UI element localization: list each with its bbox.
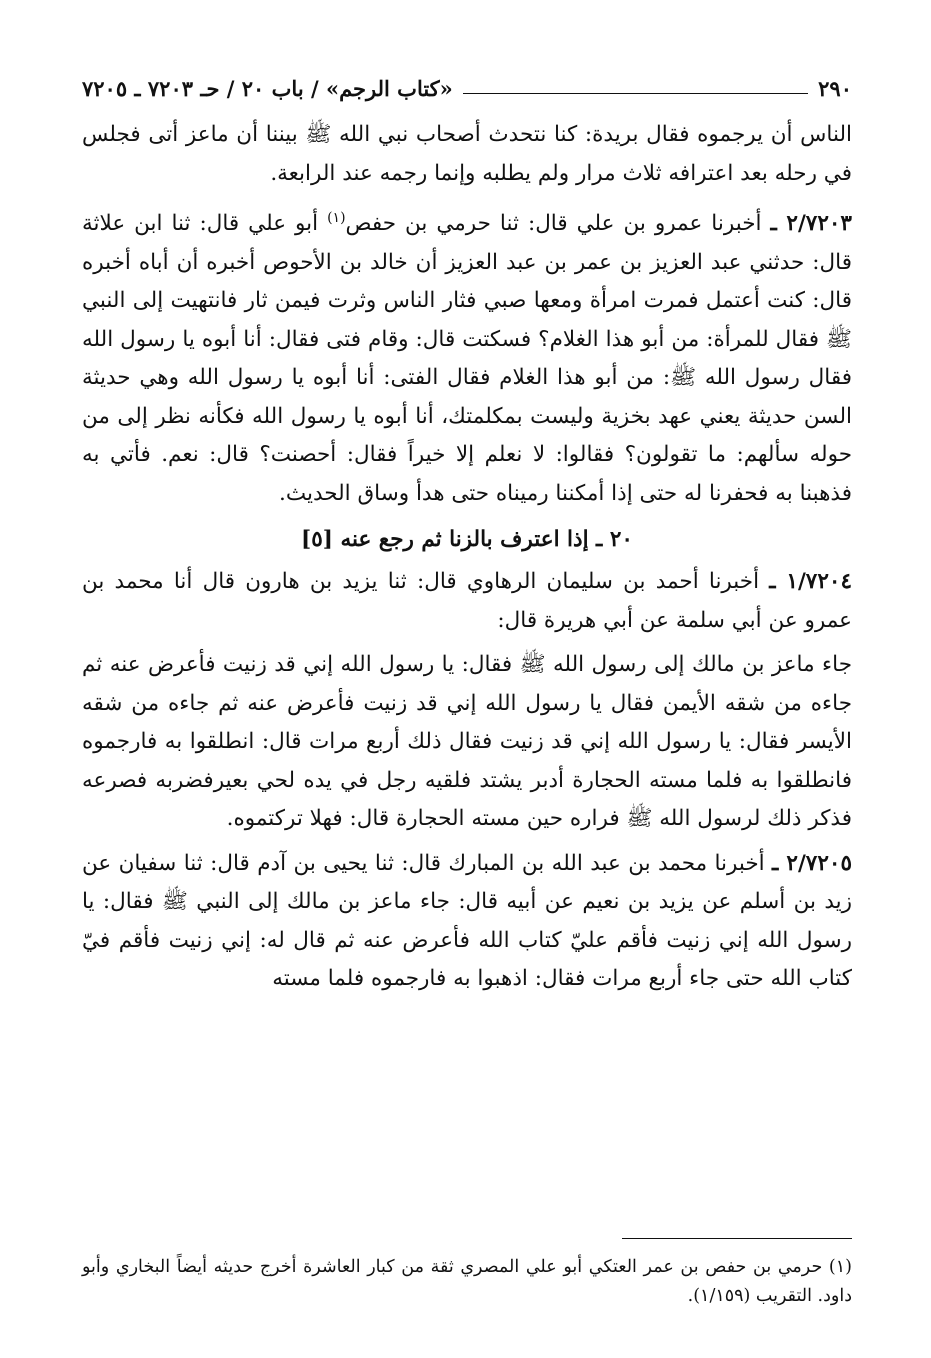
hadith-text-part1: أخبرنا عمرو بن علي قال: ثنا حرمي بن حفص — [345, 211, 771, 237]
footnote-area — [82, 1238, 852, 1311]
page-number: ٢٩٠ — [818, 75, 852, 101]
hadith-number: ١/٧٢٠٤ ـ — [769, 569, 852, 595]
hadith-text: أخبرنا محمد بن عبد الله بن المبارك قال: ثنا يحيى بن آدم قال: ثنا سفيان عن زيد بن أسلم عن يزيد بن نعيم عن أبيه قال: جاء ماعز بن مالك إلى النبي ﷺ فقال: يا رسول الله إني زنيت فأقم عليّ كتاب الله فأعرض عنه ثم قال له: إني زنيت فأقم فيّ كتاب الله حتى جاء أربع مرات فقال: اذهبوا به فارجموه فلما مسته — [82, 850, 852, 992]
paragraph-continuation: الناس أن يرجموه فقال بريدة: كنا نتحدث أصحاب نبي الله ﷺ بيننا أن ماعز أتى فجلس في رحله بعد اعترافه ثلاث مرار ولم يطلبه وإنما رجمه عند الرابعة. — [82, 122, 852, 186]
page-header — [82, 70, 852, 106]
hadith-7204-matn: جاء ماعز بن مالك إلى رسول الله ﷺ فقال: يا رسول الله إني قد زنيت فأعرض عنه ثم جاءه من شقه الأيمن فقال يا رسول الله إني قد زنيت فأعرض عنه ثم جاءه من شقه الأيسر فقال: يا رسول الله إني قد زنيت فقال ذلك أربع مرات قال: انطلقوا به فارجموه فانطلقوا به فلما مسته الحجارة أدبر يشتد فلقيه رجل في يده لحي بعيرفضربه فصرعه فذكر ذلك لرسول الله ﷺ فراره حين مسته الحجارة قال: فهلا تركتموه. — [82, 652, 852, 832]
footnote-text: (١) حرمي بن حفص بن عمر العتكي أبو علي المصري ثقة من كبار العاشرة أخرج حديثه أيضاً البخاري وأبو داود. التقريب (١/١٥٩). — [82, 1257, 852, 1306]
running-title: «كتاب الرجم» / باب ٢٠ / حـ ٧٢٠٣ ـ ٧٢٠٥ — [82, 75, 453, 101]
footnote-divider — [622, 1238, 852, 1239]
hadith-number: ٢/٧٢٠٣ ـ — [770, 211, 852, 237]
section-heading: ٢٠ ـ إذا اعترف بالزنا ثم رجع عنه [٥] — [301, 527, 633, 553]
header-rule — [463, 93, 808, 94]
hadith-7205 — [82, 845, 852, 999]
page-body — [82, 70, 852, 999]
footnote-reference[interactable]: (١) — [327, 210, 346, 226]
hadith-7203 — [82, 199, 852, 513]
hadith-text-part2: أبو علي قال: ثنا ابن علاثة قال: حدثني عبد العزيز بن عمر بن عبد العزيز أن خالد بن الأحوص أخبره أن أباه أخبره قال: كنت أعتمل فمرت امرأة ومعها صبي فثار الناس وثرت فيمن ثار فانتهيت إلى النبي ﷺ فقال للمرأة: من أبو هذا الغلام؟ فسكتت قال: وقام فتى فقال: أنا أبوه يا رسول الله فقال رسول الله ﷺ: من أبو هذا الغلام فقال الفتى: أنا أبوه يا رسول الله وهي حديثة السن حديثة يعني عهد بخزية وليست بمكلمتك، أنا أبوه يا رسول الله فكأنه نظر إلى من حوله سألهم: ما تقولون؟ فقالوا: لا نعلم إلا خيراً فقال: أحصنت؟ قال: نعم. فأتي به فذهبنا به فحفرنا له حتى إذا أمكننا رميناه حتى هدأ وساق الحديث. — [82, 211, 852, 506]
hadith-number: ٢/٧٢٠٥ ـ — [772, 850, 852, 876]
hadith-text: أخبرنا أحمد بن سليمان الرهاوي قال: ثنا يزيد بن هارون قال أنا محمد بن عمرو عن أبي سلمة عن أبي هريرة قال: — [82, 569, 852, 633]
hadith-7204-isnad — [82, 563, 852, 640]
